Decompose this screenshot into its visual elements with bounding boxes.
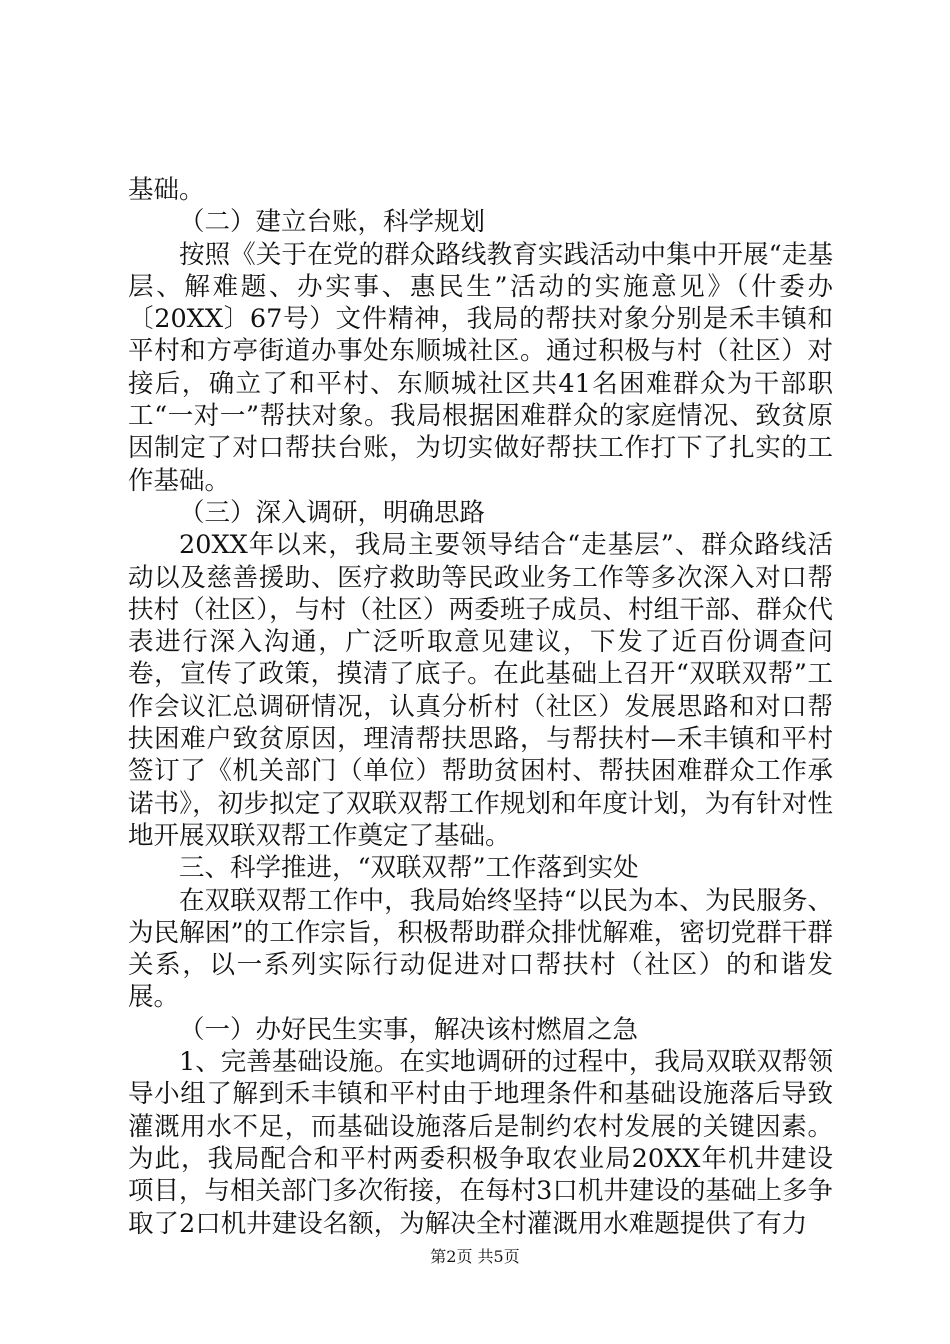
paragraph: 在双联双帮工作中，我局始终坚持“以民为本、为民服务、为民解困”的工作宗旨，积极帮助群众排忧解难，密切党群干群关系，以一系列实际行动促进对口帮扶村（社区）的和谐发展。 [128, 885, 833, 1013]
section-heading: （三）深入调研，明确思路 [179, 497, 486, 528]
page-footer: 第2页 共5页 [430, 1247, 520, 1266]
section-heading: （二）建立台账，科学规划 [179, 207, 486, 238]
paragraph: 20XX年以来，我局主要领导结合“走基层”、群众路线活动以及慈善援助、医疗救助等民政业务工作等多次深入对口帮扶村（社区），与村（社区）两委班子成员、村组干部、群众代表进行深入沟通，广泛听取意见建议，下发了近百份调查问卷，宣传了政策，摸清了底子。在此基础上召开“双联双帮”工作会议汇总调研情况，认真分析村（社区）发展思路和对口帮扶困难户致贫原因，理清帮扶思路，与帮扶村—禾丰镇和平村签订了《机关部门（单位）帮助贫困村、帮扶困难群众工作承诺书》，初步拟定了双联双帮工作规划和年度计划，为有针对性地开展双联双帮工作奠定了基础。 [128, 530, 833, 851]
paragraph: 按照《关于在党的群众路线教育实践活动中集中开展“走基层、解难题、办实事、惠民生”活动的实施意见》（什委办〔20XX〕67号）文件精神，我局的帮扶对象分别是禾丰镇和平村和方亭街道办事处东顺城社区。通过积极与村（社区）对接后，确立了和平村、东顺城社区共41名困难群众为干部职工“一对一”帮扶对象。我局根据困难群众的家庭情况、致贫原因制定了对口帮扶台账，为切实做好帮扶工作打下了扎实的工作基础。 [128, 239, 833, 496]
paragraph: 1、完善基础设施。在实地调研的过程中，我局双联双帮领导小组了解到禾丰镇和平村由于地理条件和基础设施落后导致灌溉用水不足，而基础设施落后是制约农村发展的关键因素。为此，我局配合和平村两委积极争取农业局20XX年机井建设项目，与相关部门多次衔接，在每村3口机井建设的基础上多争取了2口机井建设名额，为解决全村灌溉用水难题提供了有力 [128, 1047, 833, 1239]
section-heading: 三、科学推进，“双联双帮”工作落到实处 [179, 853, 639, 884]
paragraph-continuation: 基础。 [128, 175, 205, 205]
document-body [128, 174, 833, 1240]
section-heading: （一）办好民生实事，解决该村燃眉之急 [179, 1014, 639, 1045]
